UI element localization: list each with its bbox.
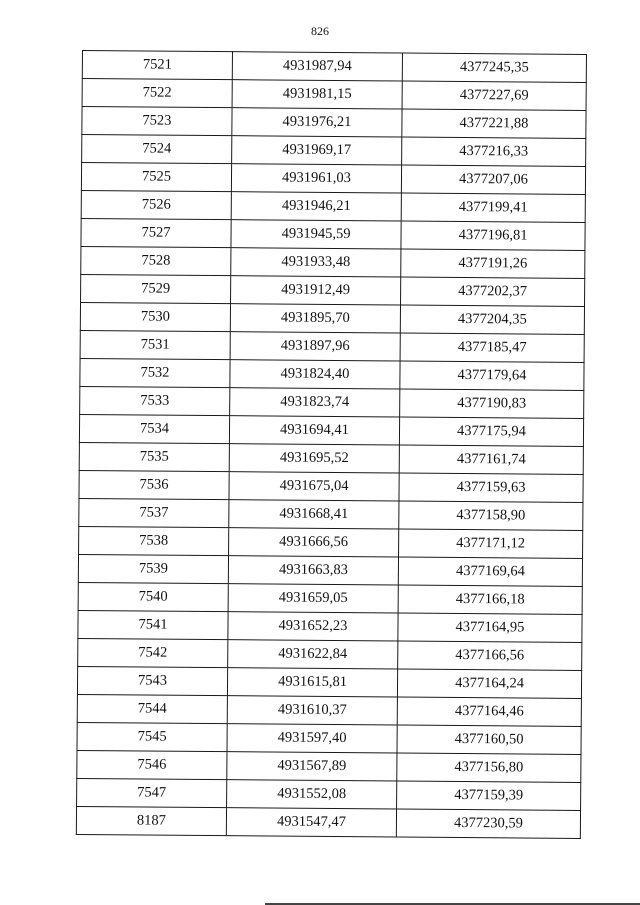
x-coordinate-cell: 4931615,81 (227, 668, 397, 697)
x-coordinate-cell: 4931946,21 (231, 192, 401, 221)
point-id-cell: 7530 (80, 302, 230, 331)
point-id-cell: 7523 (82, 107, 232, 136)
y-coordinate-cell: 4377190,83 (400, 389, 584, 418)
coordinates-table (76, 50, 587, 839)
point-id-cell: 7527 (81, 218, 231, 247)
point-id-cell: 7532 (80, 358, 230, 387)
x-coordinate-cell: 4931552,08 (227, 780, 397, 809)
point-id-cell: 7531 (80, 330, 230, 359)
x-coordinate-cell: 4931652,23 (228, 612, 398, 641)
y-coordinate-cell: 4377166,56 (398, 641, 582, 670)
x-coordinate-cell: 4931987,94 (232, 52, 402, 81)
y-coordinate-cell: 4377164,24 (397, 669, 581, 698)
point-id-cell: 7522 (82, 79, 232, 108)
point-id-cell: 7541 (78, 610, 228, 639)
table-row (81, 274, 585, 306)
x-coordinate-cell: 4931666,56 (229, 528, 399, 557)
table-row (80, 386, 584, 418)
x-coordinate-cell: 4931668,41 (229, 500, 399, 529)
x-coordinate-cell: 4931912,49 (231, 276, 401, 305)
table-row (81, 163, 585, 195)
y-coordinate-cell: 4377166,18 (398, 585, 582, 614)
x-coordinate-cell: 4931567,89 (227, 752, 397, 781)
table-row (81, 218, 585, 250)
table-row (82, 107, 586, 139)
y-coordinate-cell: 4377171,12 (399, 529, 583, 558)
x-coordinate-cell: 4931694,41 (229, 416, 399, 445)
table-row (77, 694, 581, 726)
y-coordinate-cell: 4377199,41 (401, 193, 585, 222)
x-coordinate-cell: 4931969,17 (232, 136, 402, 165)
x-coordinate-cell: 4931610,37 (227, 696, 397, 725)
x-coordinate-cell: 4931659,05 (228, 584, 398, 613)
x-coordinate-cell: 4931945,59 (231, 220, 401, 249)
point-id-cell: 7525 (81, 163, 231, 192)
table-row (82, 79, 586, 111)
y-coordinate-cell: 4377227,69 (402, 81, 586, 110)
table-row (77, 778, 581, 810)
table-row (78, 582, 582, 614)
x-coordinate-cell: 4931823,74 (230, 388, 400, 417)
x-coordinate-cell: 4931824,40 (230, 360, 400, 389)
y-coordinate-cell: 4377216,33 (402, 137, 586, 166)
table-row (82, 51, 586, 83)
table-row (82, 135, 586, 167)
point-id-cell: 7533 (80, 386, 230, 415)
point-id-cell: 7545 (77, 722, 227, 751)
y-coordinate-cell: 4377196,81 (401, 221, 585, 250)
x-coordinate-cell: 4931895,70 (230, 304, 400, 333)
table-row (77, 666, 581, 698)
point-id-cell: 7526 (81, 190, 231, 219)
table-row (79, 526, 583, 558)
x-coordinate-cell: 4931695,52 (229, 444, 399, 473)
y-coordinate-cell: 4377207,06 (401, 165, 585, 194)
y-coordinate-cell: 4377161,74 (399, 445, 583, 474)
y-coordinate-cell: 4377179,64 (400, 361, 584, 390)
page-number: 826 (311, 24, 329, 38)
point-id-cell: 7528 (81, 246, 231, 275)
x-coordinate-cell: 4931622,84 (228, 640, 398, 669)
table-row (76, 806, 580, 838)
point-id-cell: 7546 (77, 750, 227, 779)
x-coordinate-cell: 4931597,40 (227, 724, 397, 753)
y-coordinate-cell: 4377169,64 (398, 557, 582, 586)
coordinates-table-body (76, 51, 586, 839)
x-coordinate-cell: 4931663,83 (228, 556, 398, 585)
point-id-cell: 7521 (82, 51, 232, 80)
point-id-cell: 7543 (77, 666, 227, 695)
x-coordinate-cell: 4931675,04 (229, 472, 399, 501)
table-row (77, 750, 581, 782)
table-row (79, 414, 583, 446)
table-row (79, 470, 583, 502)
point-id-cell: 7547 (77, 778, 227, 807)
y-coordinate-cell: 4377159,39 (397, 781, 581, 810)
point-id-cell: 7534 (79, 414, 229, 443)
y-coordinate-cell: 4377202,37 (401, 277, 585, 306)
y-coordinate-cell: 4377204,35 (400, 305, 584, 334)
point-id-cell: 7529 (81, 274, 231, 303)
table-row (81, 246, 585, 278)
table-row (78, 638, 582, 670)
point-id-cell: 7524 (82, 135, 232, 164)
table-row (77, 722, 581, 754)
point-id-cell: 7540 (78, 582, 228, 611)
point-id-cell: 7535 (79, 442, 229, 471)
point-id-cell: 8187 (76, 806, 226, 835)
x-coordinate-cell: 4931897,96 (230, 332, 400, 361)
table-row (80, 330, 584, 362)
y-coordinate-cell: 4377185,47 (400, 333, 584, 362)
table-row (78, 554, 582, 586)
y-coordinate-cell: 4377221,88 (402, 109, 586, 138)
point-id-cell: 7542 (78, 638, 228, 667)
table-row (79, 442, 583, 474)
y-coordinate-cell: 4377164,95 (398, 613, 582, 642)
point-id-cell: 7539 (78, 554, 228, 583)
table-row (81, 190, 585, 222)
y-coordinate-cell: 4377156,80 (397, 753, 581, 782)
x-coordinate-cell: 4931981,15 (232, 80, 402, 109)
y-coordinate-cell: 4377245,35 (402, 53, 586, 82)
y-coordinate-cell: 4377230,59 (396, 809, 580, 838)
x-coordinate-cell: 4931547,47 (226, 808, 396, 837)
y-coordinate-cell: 4377175,94 (399, 417, 583, 446)
y-coordinate-cell: 4377164,46 (397, 697, 581, 726)
x-coordinate-cell: 4931933,48 (231, 248, 401, 277)
x-coordinate-cell: 4931976,21 (232, 108, 402, 137)
x-coordinate-cell: 4931961,03 (231, 164, 401, 193)
table-row (80, 358, 584, 390)
point-id-cell: 7544 (77, 694, 227, 723)
y-coordinate-cell: 4377191,26 (401, 249, 585, 278)
point-id-cell: 7536 (79, 470, 229, 499)
point-id-cell: 7537 (79, 498, 229, 527)
table-row (79, 498, 583, 530)
y-coordinate-cell: 4377160,50 (397, 725, 581, 754)
table-row (78, 610, 582, 642)
table-row (80, 302, 584, 334)
y-coordinate-cell: 4377159,63 (399, 473, 583, 502)
y-coordinate-cell: 4377158,90 (399, 501, 583, 530)
point-id-cell: 7538 (79, 526, 229, 555)
